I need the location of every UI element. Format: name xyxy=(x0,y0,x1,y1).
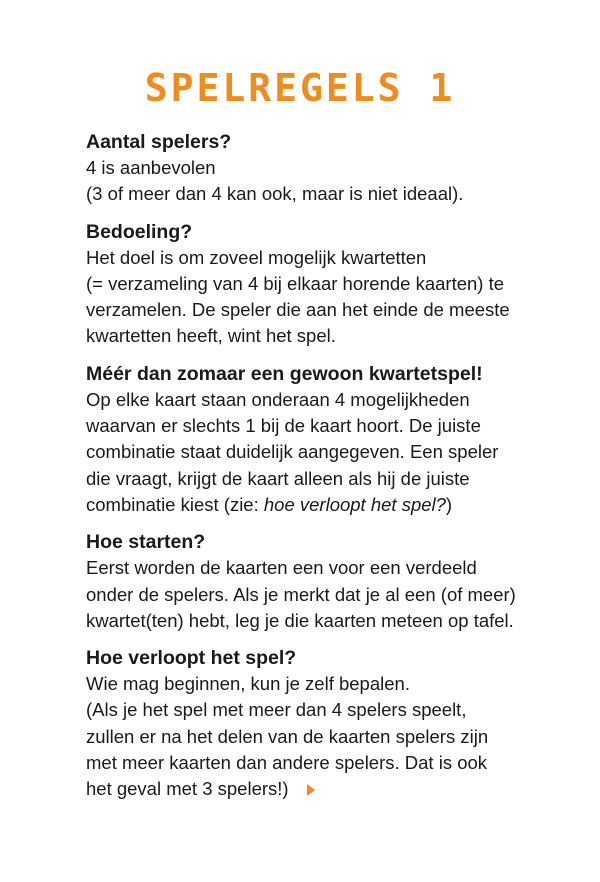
text-line: (3 of meer dan 4 kan ook, maar is niet ideaal). xyxy=(86,183,464,205)
italic-reference: hoe verloopt het spel? xyxy=(263,493,446,515)
text-line: die vraagt, krijgt de kaart alleen als hij de juiste xyxy=(86,467,470,489)
text-line: verzamelen. De speler die aan het einde de meeste xyxy=(86,299,510,321)
section-hoe-verloopt-het-spel xyxy=(86,645,556,802)
section-text xyxy=(86,245,556,350)
text-line xyxy=(86,492,556,518)
text-line: 4 is aanbevolen xyxy=(86,157,216,178)
section-meer-dan-kwartetspel xyxy=(86,361,556,518)
section-bedoeling xyxy=(86,219,556,350)
text-line: (= verzameling van 4 bij elkaar horende kaarten) te xyxy=(86,272,505,294)
section-aantal-spelers xyxy=(86,129,556,208)
section-text xyxy=(86,387,556,518)
text-line: onder de spelers. Als je merkt dat je al een (of meer) xyxy=(86,583,516,605)
text-line: combinatie staat duidelijk aangegeven. Een speler xyxy=(86,441,499,463)
text-fragment: het geval met 3 spelers!) xyxy=(86,778,289,800)
section-heading: Bedoeling? xyxy=(86,220,193,243)
play-arrow-icon[interactable] xyxy=(307,784,315,796)
rules-content xyxy=(86,129,556,814)
text-line: (Als je het spel met meer dan 4 spelers speelt, xyxy=(86,699,467,721)
text-fragment: combinatie kiest (zie: xyxy=(86,493,264,515)
section-text xyxy=(86,555,556,634)
section-heading: Méér dan zomaar een gewoon kwartetspel! xyxy=(86,362,483,385)
section-text xyxy=(86,671,556,802)
section-hoe-starten xyxy=(86,529,556,634)
section-text xyxy=(86,155,556,208)
text-line: Op elke kaart staan onderaan 4 mogelijkheden xyxy=(86,388,470,410)
text-line xyxy=(86,776,556,802)
text-fragment: ) xyxy=(445,493,453,515)
page-title: SPELREGELS 1 xyxy=(144,66,456,110)
section-heading: Hoe starten? xyxy=(86,531,206,554)
text-line: Eerst worden de kaarten een voor een verdeeld xyxy=(86,557,477,579)
text-line: kwartet(ten) hebt, leg je die kaarten meteen op tafel. xyxy=(86,609,514,631)
text-line: kwartetten heeft, wint het spel. xyxy=(86,325,336,347)
text-line: met meer kaarten dan andere spelers. Dat is ook xyxy=(86,752,488,774)
text-line: waarvan er slechts 1 bij de kaart hoort. De juiste xyxy=(86,415,481,437)
section-heading: Aantal spelers? xyxy=(86,131,232,153)
text-line: zullen er na het delen van de kaarten spelers zijn xyxy=(86,725,489,747)
text-line: Wie mag beginnen, kun je zelf bepalen. xyxy=(86,673,410,695)
section-heading: Hoe verloopt het spel? xyxy=(86,647,297,670)
text-line: Het doel is om zoveel mogelijk kwartetten xyxy=(86,246,427,268)
